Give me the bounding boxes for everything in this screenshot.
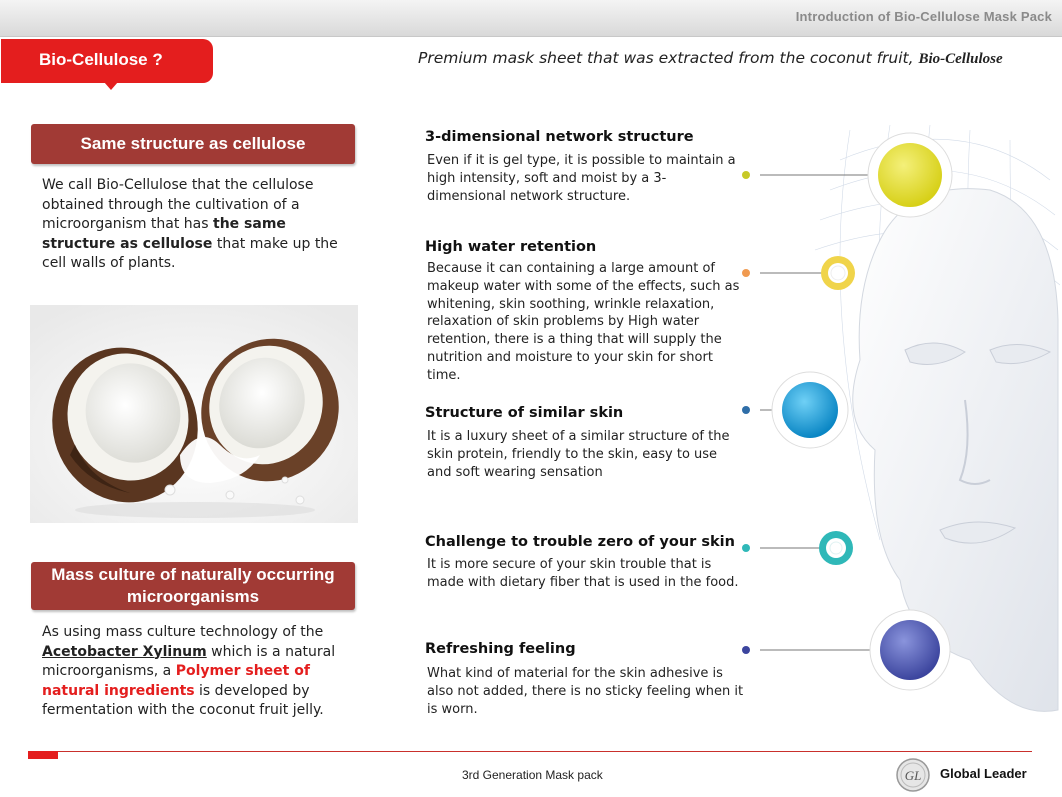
section2-text-a: As using mass culture technology of the (42, 624, 324, 640)
section1-text-b: that make up the cell walls of plants. (42, 235, 338, 271)
header-title: Introduction of Bio-Cellulose Mask Pack (795, 9, 1052, 24)
culture-heading-line1: Mass culture of naturally occurring (51, 565, 335, 584)
footer-divider (28, 751, 1032, 752)
tag-pointer (104, 82, 118, 90)
section1-text-bold: the same structure as cellulose (42, 216, 286, 252)
section-text-culture (42, 623, 347, 721)
section2-text-bold: Acetobacter Xylinum (42, 643, 207, 660)
feature-desc-skin: It is a luxury sheet of a similar structure of the skin protein, friendly to the skin, easy to use and soft wearing sensation (427, 429, 730, 480)
feature-desc-trouble: It is more secure of your skin trouble that is made with dietary fiber that is used in the food. (427, 557, 739, 590)
section-tag (1, 39, 213, 83)
section-heading-structure: Same structure as cellulose (31, 124, 355, 164)
footer-accent (28, 751, 58, 759)
feature-title-refresh: Refreshing feeling (425, 641, 576, 657)
feature-desc-water: Because it can containing a large amount of makeup water with some of the effects, such as whitening, skin soothing, wrinkle relaxation, relaxation of skin problems by High water retention, there is a thing that will supply the nutrition and moisture to your skin for short time. (427, 261, 740, 383)
subtitle-text: Premium mask sheet that was extracted from the coconut fruit, (418, 49, 914, 67)
feature-desc-network: Even if it is gel type, it is possible to maintain a high intensity, soft and moist by a 3-dimensional network structure. (427, 153, 736, 204)
section2-text-b: which is a natural microorganisms, a (42, 643, 336, 679)
section-heading-culture (31, 562, 355, 610)
section-tag-label: Bio-Cellulose ? (39, 50, 163, 69)
footer-center-text: 3rd Generation Mask pack (462, 768, 603, 782)
global-leader-logo-icon (896, 758, 930, 792)
section2-text-c: is developed by fermentation with the coconut fruit jelly. (42, 682, 324, 718)
subtitle-brand: Bio-Cellulose (918, 51, 1003, 67)
section-text-structure (42, 176, 347, 274)
logo-text: GL (904, 768, 922, 783)
feature-title-trouble: Challenge to trouble zero of your skin (425, 534, 735, 550)
feature-title-water: High water retention (425, 239, 597, 255)
culture-heading-line2: microorganisms (126, 587, 260, 606)
connector-dots (740, 120, 754, 720)
coconut-image (30, 305, 358, 523)
mask-face-illustration (760, 120, 1060, 750)
feature-title-network: 3-dimensional network structure (425, 129, 694, 145)
section1-text-a: We call Bio-Cellulose that the cellulose obtained through the cultivation of a microorganism that has (42, 177, 314, 232)
top-bar (0, 0, 1062, 37)
section2-text-red: Polymer sheet of natural ingredients (42, 663, 310, 699)
feature-desc-refresh: What kind of material for the skin adhesive is also not added, there is no sticky feeling when it is worn. (427, 666, 744, 717)
footer-brand: Global Leader (940, 766, 1027, 781)
feature-title-skin: Structure of similar skin (425, 405, 624, 421)
page-subtitle (418, 49, 1003, 68)
